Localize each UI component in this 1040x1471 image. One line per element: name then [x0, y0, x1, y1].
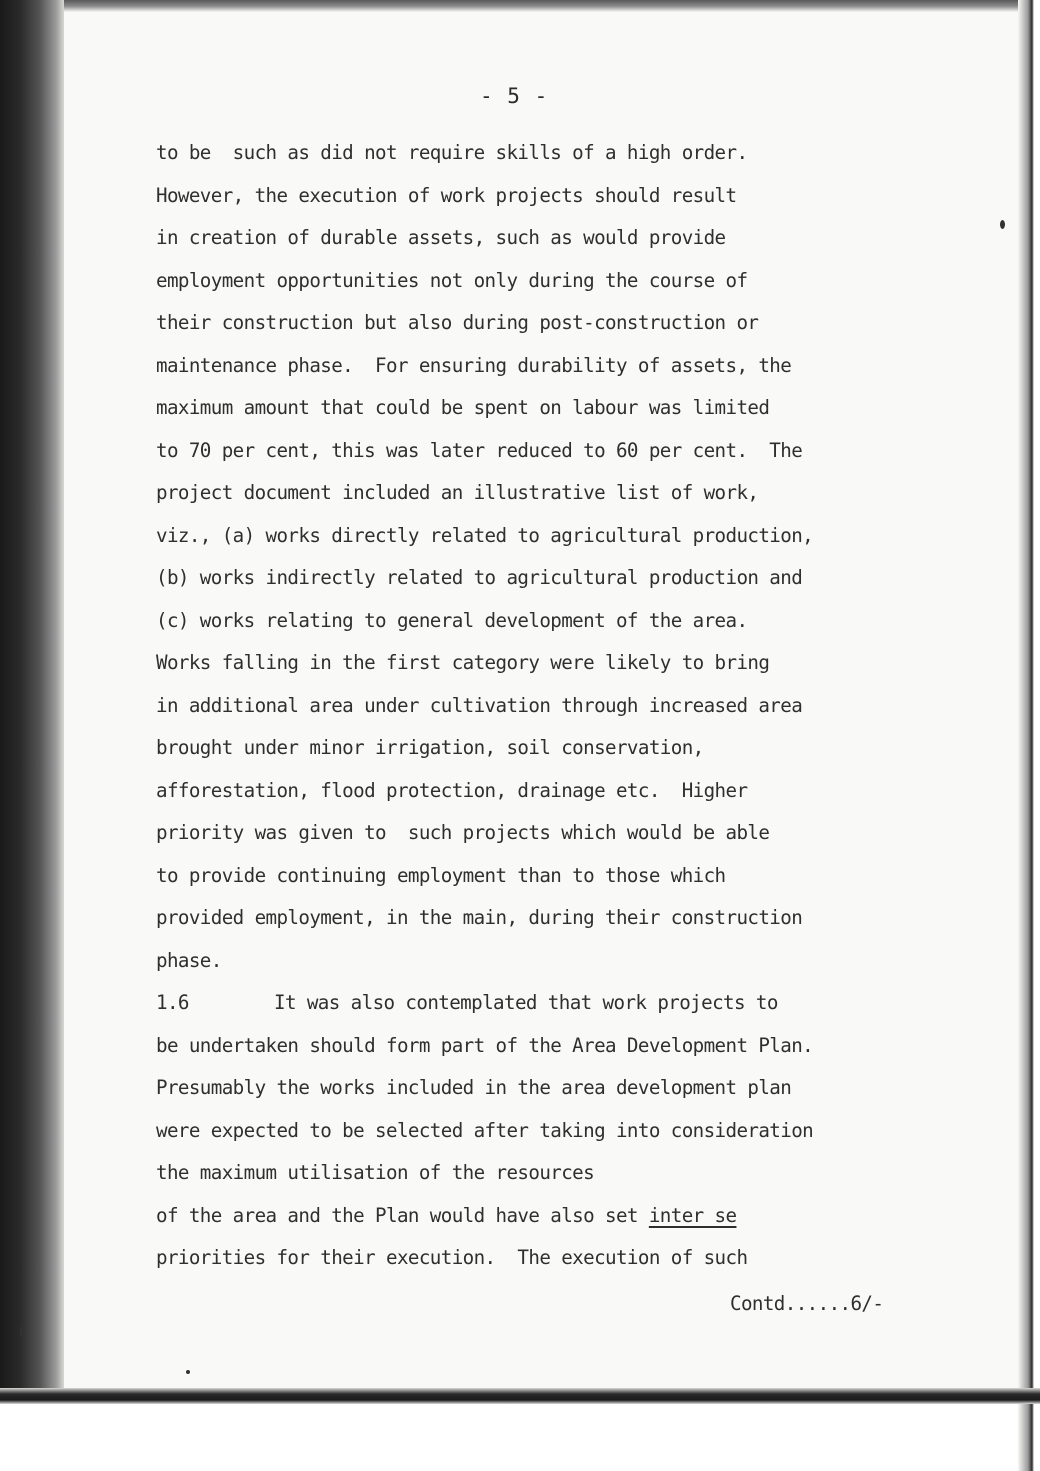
text-line: provided employment, in the main, during their construction — [156, 906, 803, 929]
scan-bottom-edge — [0, 1388, 1040, 1404]
text-line: priority was given to such projects which would be able — [156, 821, 770, 844]
text-line: Presumably the works included in the area development plan — [156, 1076, 792, 1099]
text-line: were expected to be selected after taking into consideration — [156, 1118, 814, 1142]
text-line: priorities for their execution. The execution of such — [156, 1246, 748, 1269]
text-line: to 70 per cent, this was later reduced to 60 per cent. The — [156, 438, 803, 462]
text-line: viz., (a) works directly related to agricultural production, — [156, 523, 814, 547]
text-line: phase. — [156, 948, 222, 972]
text-line: However, the execution of work projects should result — [156, 183, 737, 207]
text-line: brought under minor irrigation, soil conservation, — [156, 736, 704, 759]
text-line: of the area and the Plan would have also set — [156, 1203, 649, 1227]
page-number: - 5 - — [480, 84, 549, 108]
scan-speck — [186, 1370, 190, 1374]
text-line: project document included an illustrative list of work, — [156, 481, 759, 504]
text-line: to provide continuing employment than to those which — [156, 863, 726, 887]
continuation-note: Contd......6/- — [730, 1292, 884, 1315]
text-line: be undertaken should form part of the Area Development Plan. — [156, 1033, 814, 1057]
scan-speck — [20, 1326, 22, 1336]
text-line: their construction but also during post-construction or — [156, 311, 759, 334]
body-text — [156, 132, 956, 1280]
text-line: in additional area under cultivation through increased area — [156, 693, 803, 717]
text-line: afforestation, flood protection, drainage etc. Higher — [156, 778, 748, 802]
text-line: in creation of durable assets, such as would provide — [156, 226, 726, 249]
text-line: (c) works relating to general development of the area. — [156, 608, 748, 632]
scan-right-edge — [1018, 0, 1040, 1471]
text-line: (b) works indirectly related to agricultural production and — [156, 566, 803, 589]
text-line: maintenance phase. For ensuring durability of assets, the — [156, 353, 792, 377]
text-line: to be such as did not require skills of a high order. — [156, 141, 748, 164]
text-line: maximum amount that could be spent on labour was limited — [156, 396, 770, 419]
text-line: It was also contemplated that work projects to — [274, 991, 778, 1014]
scan-top-edge — [40, 0, 1030, 12]
paragraph-first-line — [156, 982, 956, 1025]
scan-background — [0, 1404, 1018, 1471]
text-line: Works falling in the first category were likely to bring — [156, 651, 770, 674]
text-line: employment opportunities not only during the course of — [156, 268, 748, 292]
text-line-with-underline — [156, 1195, 956, 1238]
paragraph-number: 1.6 — [156, 991, 189, 1014]
scan-binding-edge — [0, 0, 64, 1400]
text-line: the maximum utilisation of the resources — [156, 1161, 595, 1184]
scan-speck — [1000, 220, 1005, 229]
underlined-phrase: inter se — [648, 1203, 737, 1227]
